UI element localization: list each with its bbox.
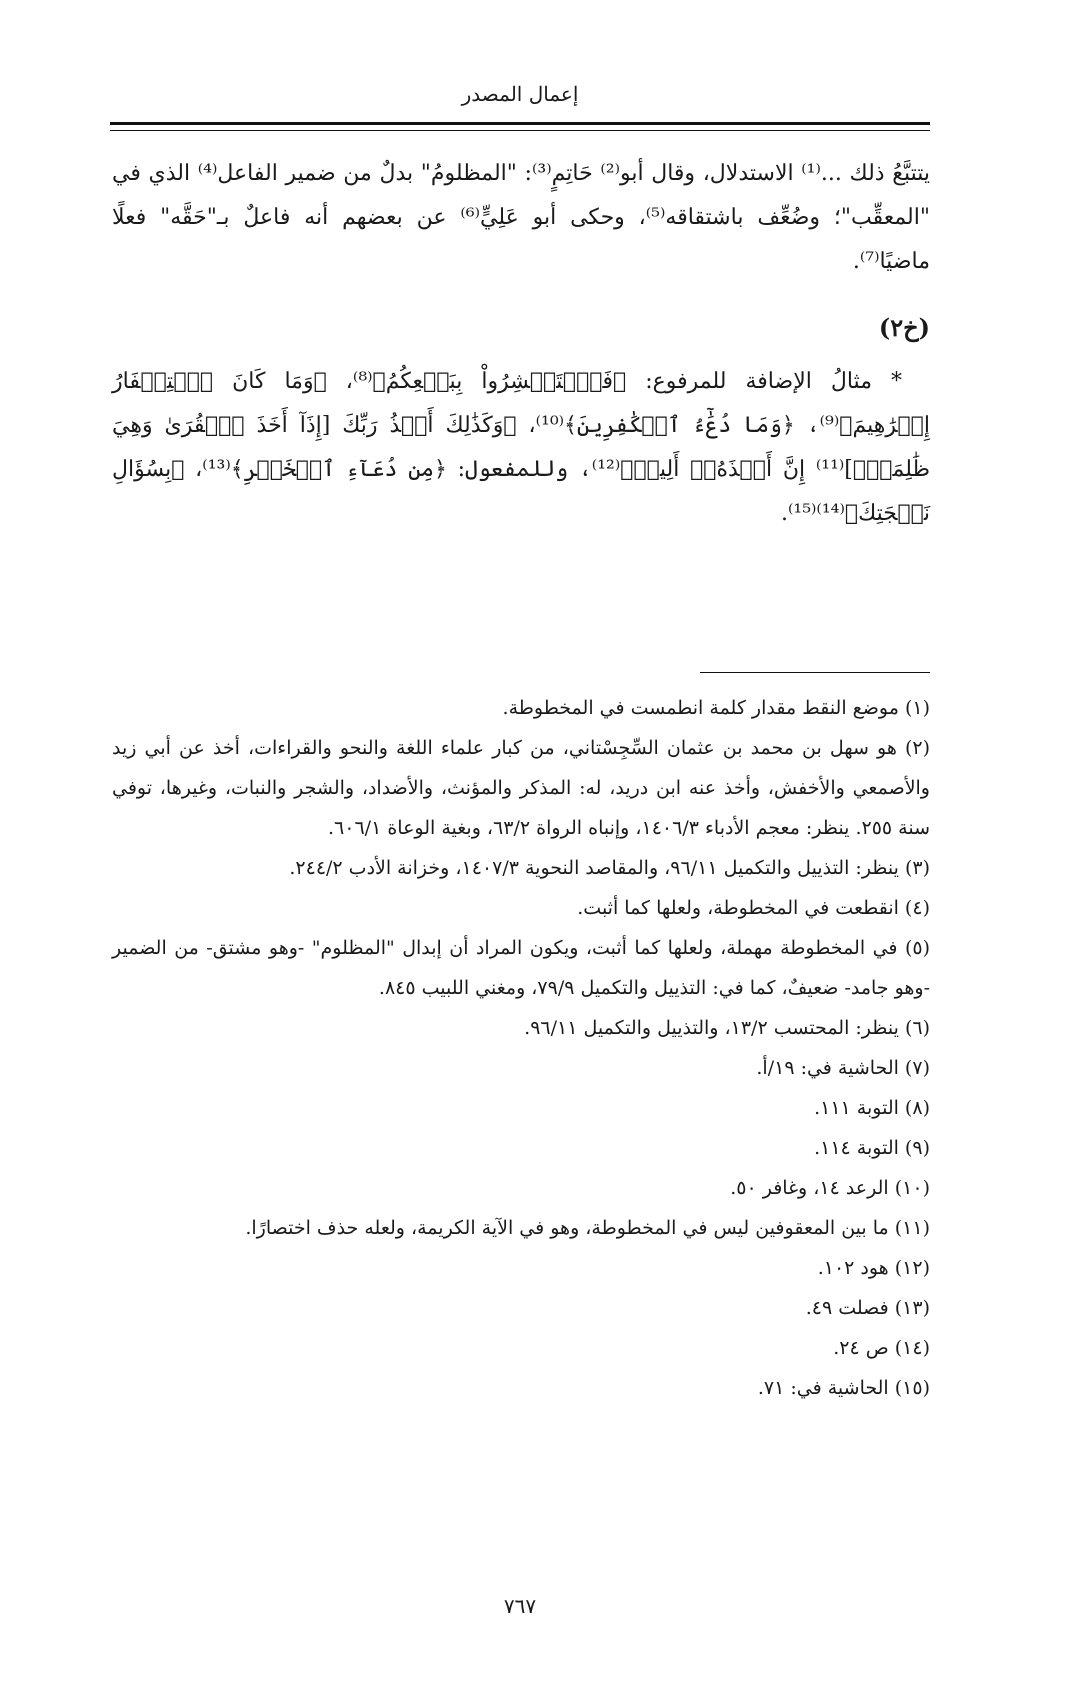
footnote-6: (٦) ينظر: المحتسب ١٣/٢، والتذييل والتكميل ٩٦/١١. [524, 1017, 930, 1039]
footnote-2: (٢) هو سهل بن محمد بن عثمان السِّجِسْتاني، من كبار علماء اللغة والنحو والقراءات، أخذ عن أبي زيد والأصمعي والأخفش، وأخذ عنه ابن دريد، له: المذكر والمؤنث، والأضداد، والشجر والنبات، وغيرها، توفي سنة ٢٥٥. ينظر: معجم الأدباء ١٤٠٦/٣، وإنباه الرواة ٦٣/٢، وبغية الوعاة ٦٠٦/١. [112, 737, 930, 839]
footnote-5: (٥) في المخطوطة مهملة، ولعلها كما أثبت، ويكون المراد أن إبدال "المظلوم" -وهو مشتق- من الضمير -وهو جامد- ضعيفٌ، كما في: التذييل والتكميل ٧٩/٩، ومغني اللبيب ٨٤٥. [112, 937, 930, 999]
footnote-8: (٨) التوبة ١١١. [814, 1097, 930, 1119]
footnote-15: (١٥) الحاشية في: ٧١. [757, 1377, 930, 1399]
body-paragraph-1: يتتبَّعُ ذلك ...⁽¹⁾ الاستدلال، وقال أبو⁽²⁾ حَاتِمٍ⁽³⁾: "المظلومُ" بدلٌ من ضمير الفاعل⁽⁴⁾ الذي في "المعقِّب"؛ وضُعِّف باشتقاقه⁽⁵⁾، وحكى أبو عَلِيٍّ⁽⁶⁾ عن بعضهم أنه فاعلٌ بـ"حَقَّه" فعلًا ماضيًا⁽⁷⁾. [112, 161, 930, 274]
footnote-13: (١٣) فصلت ٤٩. [805, 1297, 930, 1319]
footnote-12: (١٢) هود ١٠٢. [817, 1257, 930, 1279]
footnote-1: (١) موضع النقط مقدار كلمة انطمست في المخطوطة. [502, 697, 930, 719]
footnote-11: (١١) ما بين المعقوفين ليس في المخطوطة، وهو في الآية الكريمة، ولعله حذف اختصارًا. [245, 1217, 930, 1239]
footnote-10: (١٠) الرعد ١٤، وغافر ٥٠. [730, 1177, 930, 1199]
section-heading: (خ٢) [878, 313, 930, 342]
header-rule-thin [110, 130, 930, 131]
header-rule-thick [110, 122, 930, 125]
footnote-7: (٧) الحاشية في: ١٩/أ. [756, 1057, 930, 1079]
footnote-9: (٩) التوبة ١١٤. [814, 1137, 930, 1159]
running-header: إعمال المصدر [461, 82, 579, 106]
footnotes [112, 688, 930, 1408]
footnote-3: (٣) ينظر: التذييل والتكميل ٩٦/١١، والمقاصد النحوية ١٤٠٧/٣، وخزانة الأدب ٢٤٤/٢. [289, 857, 930, 879]
main-text [112, 152, 930, 536]
body-paragraph-2: * مثالُ الإضافة للمرفوع: ﴿فَٱسۡتَبۡشِرُواْ بِبَيۡعِكُمُ﴾⁽⁸⁾، ﴿وَمَا كَانَ ٱسۡتِغۡفَارُ إِبۡرَٰهِيمَ﴾⁽⁹⁾، ﴿وَمَا دُعَٰٓءُ ٱلۡكَٰفِرِينَ﴾⁽¹⁰⁾، ﴿وَكَذَٰلِكَ أَخۡذُ رَبِّكَ [إِذَآ أَخَذَ ٱلۡقُرَىٰ وَهِيَ ظَٰلِمَةٌۚ]⁽¹¹⁾ إِنَّ أَخۡذَهُۥٓ أَلِيمٞ﴾⁽¹²⁾، وللمفعول: ﴿مِن دُعَآءِ ٱلۡخَيۡرِ﴾⁽¹³⁾، ﴿بِسُؤَالِ نَعۡجَتِكَ﴾⁽¹⁴⁾⁽¹⁵⁾. [112, 369, 930, 526]
footnote-4: (٤) انقطعت في المخطوطة، ولعلها كما أثبت. [577, 897, 930, 919]
page-number: ٧٦٧ [503, 1594, 537, 1618]
footnote-separator [700, 672, 930, 673]
footnote-14: (١٤) ص ٢٤. [833, 1337, 930, 1359]
